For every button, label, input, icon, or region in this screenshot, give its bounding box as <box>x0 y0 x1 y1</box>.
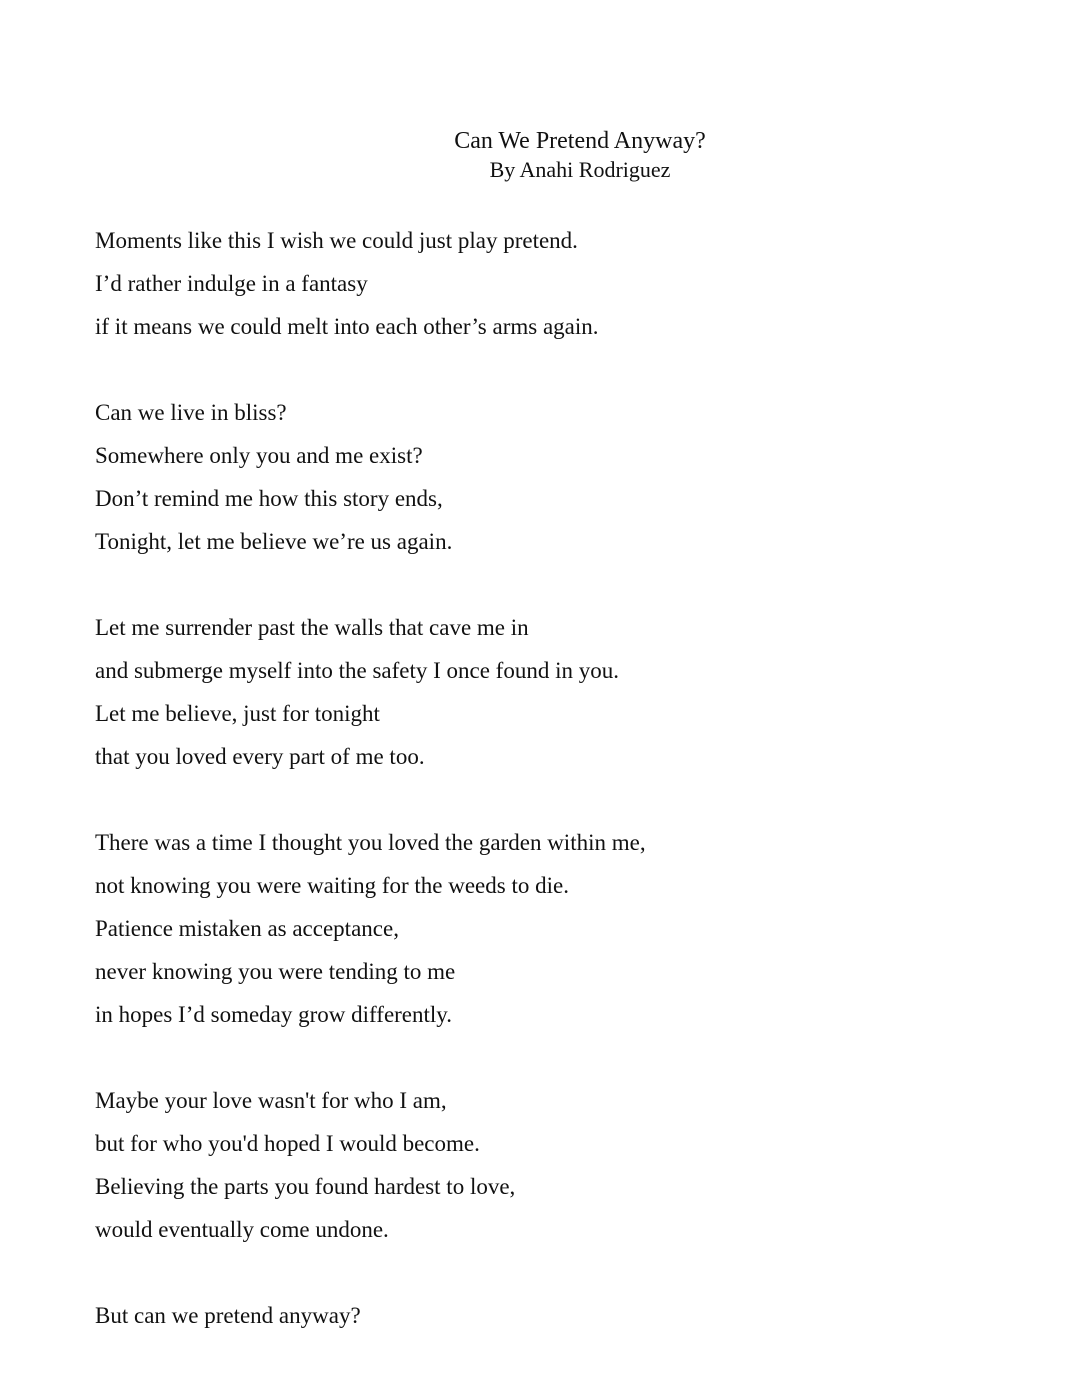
poem-line: Maybe your love wasn't for who I am, <box>95 1088 447 1113</box>
stanza-3 <box>95 606 995 778</box>
poem-line: Patience mistaken as acceptance, <box>95 916 399 941</box>
poem-author: By Anahi Rodriguez <box>489 157 671 182</box>
stanza-2 <box>95 391 995 563</box>
poem-line: not knowing you were waiting for the weeds to die. <box>95 873 569 898</box>
poem-line: Can we live in bliss? <box>95 400 287 425</box>
poem-line: that you loved every part of me too. <box>95 744 425 769</box>
poem-line: But can we pretend anyway? <box>95 1303 361 1328</box>
poem-line: Let me believe, just for tonight <box>95 701 380 726</box>
poem-line: There was a time I thought you loved the garden within me, <box>95 830 646 855</box>
poem-line: Moments like this I wish we could just play pretend. <box>95 228 578 253</box>
poem-line: in hopes I’d someday grow differently. <box>95 1002 453 1027</box>
stanza-6 <box>95 1294 995 1337</box>
poem-line: Somewhere only you and me exist? <box>95 443 423 468</box>
poem-line: Let me surrender past the walls that cave me in <box>95 615 529 640</box>
poem-line: I’d rather indulge in a fantasy <box>95 271 368 296</box>
poem-line: but for who you'd hoped I would become. <box>95 1131 480 1156</box>
stanza-5 <box>95 1079 995 1251</box>
poem-line: never knowing you were tending to me <box>95 959 456 984</box>
poem-body <box>95 219 995 1380</box>
poem-title: Can We Pretend Anyway? <box>454 128 706 154</box>
poem-line: Believing the parts you found hardest to love, <box>95 1174 516 1199</box>
poem-line: if it means we could melt into each other’s arms again. <box>95 314 599 339</box>
poem-line: and submerge myself into the safety I once found in you. <box>95 658 619 683</box>
title-block <box>380 126 780 184</box>
stanza-4 <box>95 821 995 1036</box>
stanza-1 <box>95 219 995 348</box>
poem-line: Tonight, let me believe we’re us again. <box>95 529 453 554</box>
poem-line: Don’t remind me how this story ends, <box>95 486 443 511</box>
poem-line: would eventually come undone. <box>95 1217 389 1242</box>
